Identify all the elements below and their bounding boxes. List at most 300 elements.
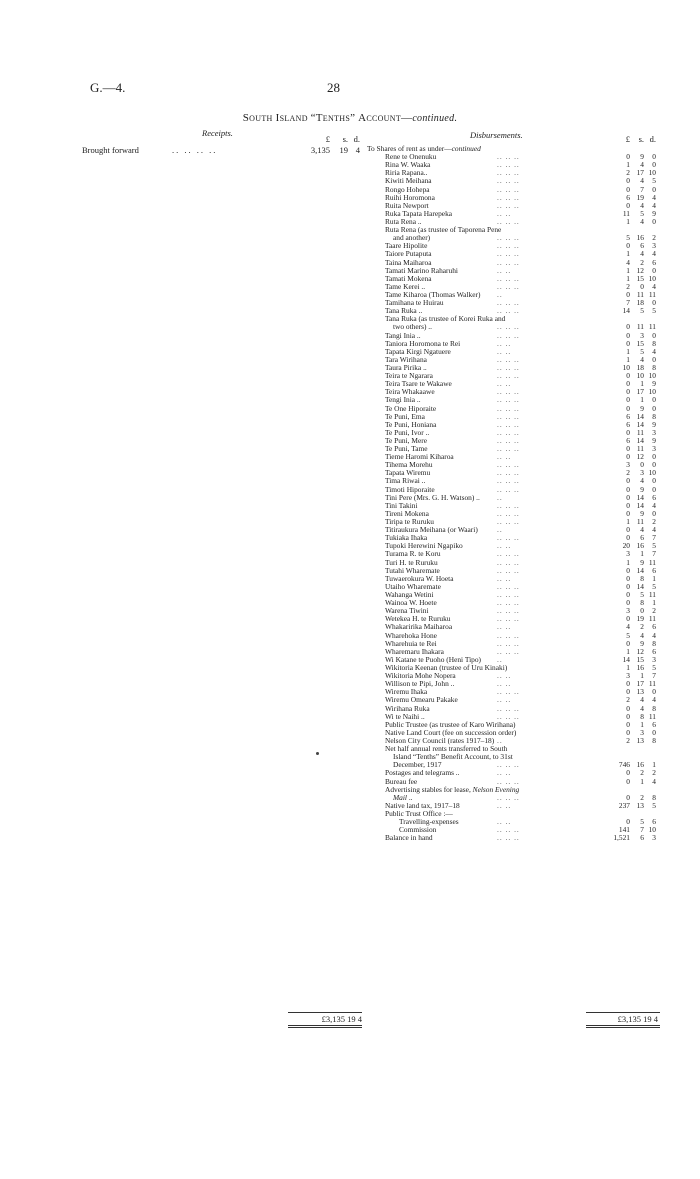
leader-dots: .. [497, 492, 503, 502]
row-amount [610, 469, 656, 477]
amount-pence: 11 [648, 557, 656, 567]
amount-pounds: 0 [626, 687, 630, 697]
amount-pence: 5 [652, 800, 656, 810]
row-label: Turi H. te Ruruku [385, 557, 438, 567]
amount-pounds: 0 [626, 614, 630, 624]
amount-pounds: 0 [626, 427, 630, 437]
row-amount [610, 640, 656, 648]
amount-pounds: 2 [626, 695, 630, 705]
row-amount [610, 648, 656, 656]
row-label: Tapata Wiremu [385, 468, 431, 478]
amount-shillings: 19 [636, 614, 644, 624]
amount-pounds: 5 [626, 233, 630, 243]
amount-pounds: 0 [626, 444, 630, 454]
amount-shillings: 9 [640, 638, 644, 648]
leader-dots: .. .. .. [497, 792, 520, 802]
row-label: Tukiaka Ihaka [385, 533, 428, 543]
row-label: Nelson City Council (rates 1917–18) [385, 735, 495, 745]
amount-pounds: 0 [626, 176, 630, 186]
row-amount [610, 567, 656, 575]
amount-shillings: 9 [640, 508, 644, 518]
row-amount [610, 153, 656, 161]
amount-pounds: 0 [626, 598, 630, 608]
row-label: Advertising stables for lease, Nelson Evening [385, 784, 520, 794]
amount-shillings: 1 [640, 719, 644, 729]
amount-shillings: 0 [640, 281, 644, 291]
row-label: Te Puni, Tame [385, 444, 428, 454]
amount-shillings: 14 [636, 435, 644, 445]
amount-shillings: 17 [636, 679, 644, 689]
first-line-text: To Shares of rent as under— [367, 144, 452, 153]
row-amount [610, 396, 656, 404]
leader-dots: .. .. .. [497, 233, 520, 243]
leader-dots: .. .. .. [497, 411, 520, 421]
row-label: Wikitoria Mohe Nopera [385, 671, 456, 681]
row-label: Tengi Inia .. [385, 395, 421, 405]
amount-pence: 0 [652, 484, 656, 494]
row-label: Riria Rapana.. [385, 168, 428, 178]
amount-pence: 10 [648, 273, 656, 283]
amount-pounds: 0 [626, 679, 630, 689]
row-amount [610, 388, 656, 396]
amount-pence: 3 [652, 654, 656, 664]
disbursements-list [367, 145, 657, 842]
amount-pounds: 0 [626, 484, 630, 494]
amount-pence: 8 [652, 703, 656, 713]
row-amount [610, 177, 656, 185]
row-amount [610, 769, 656, 777]
row-label: Taniora Horomona te Rei [385, 338, 461, 348]
amount-shillings: 12 [636, 646, 644, 656]
row-amount [610, 786, 656, 794]
amount-pounds: 0 [626, 371, 630, 381]
shillings-header: s. [342, 134, 348, 144]
row-amount [610, 275, 656, 283]
leader-dots: .. .. .. [497, 184, 520, 194]
row-amount [610, 421, 656, 429]
row-amount [610, 680, 656, 688]
row-label: Willison te Pipi, John .. [385, 679, 455, 689]
leader-dots: .. .. .. [497, 565, 520, 575]
amount-pounds: 0 [626, 452, 630, 462]
row-amount [610, 250, 656, 258]
amount-shillings: 5 [640, 590, 644, 600]
leader-dots: .. .. .. [497, 517, 520, 527]
amount-pounds: 0 [626, 776, 630, 786]
leader-dots: .. .. .. [497, 711, 520, 721]
row-amount [610, 429, 656, 437]
amount-shillings: 5 [640, 817, 644, 827]
amount-pounds: 0 [626, 330, 630, 340]
row-amount [610, 656, 656, 664]
amount-pounds: 6 [626, 435, 630, 445]
leader-dots: .. .. [497, 800, 512, 810]
row-label: Wharehoka Hone [385, 630, 437, 640]
amount-pence: 3 [652, 833, 656, 843]
page-number: 28 [327, 80, 340, 95]
row-label: Commission [399, 825, 437, 835]
amount-pence: 11 [648, 289, 656, 299]
row-amount [610, 810, 656, 818]
row-label: Ruita Newport [385, 200, 429, 210]
amount-pounds: 6 [626, 192, 630, 202]
first-line-continued: continued [451, 144, 481, 153]
amount-shillings: 5 [640, 306, 644, 316]
amount-pence: 10 [648, 371, 656, 381]
row-amount [610, 696, 656, 704]
leader-dots: .. .. .. [497, 200, 520, 210]
amount-pounds: 1 [626, 646, 630, 656]
disbursement-row [367, 834, 657, 842]
amount-pounds: 3 [626, 549, 630, 559]
row-label: Wi te Naihi .. [385, 711, 425, 721]
row-amount [610, 559, 656, 567]
amount-shillings: 13 [636, 735, 644, 745]
amount-shillings: 4 [640, 200, 644, 210]
amount-pence: 6 [652, 257, 656, 267]
amount-pence: 11 [648, 322, 656, 332]
amount-shillings: 2 [640, 768, 644, 778]
amount-pence: 9 [652, 208, 656, 218]
amount-pounds: 6 [626, 411, 630, 421]
row-label: Wi Katane te Puoho (Heni Tipo) [385, 654, 481, 664]
leader-dots: .. .. .. [497, 776, 520, 786]
amount-pounds: 0 [626, 395, 630, 405]
row-amount [610, 477, 656, 485]
row-amount [610, 194, 656, 202]
amount-pounds: 11 [622, 208, 630, 218]
row-label: Ruka Tapata Harepeka [385, 208, 453, 218]
amount-pence: 0 [652, 298, 656, 308]
amount-pounds: 4 [626, 622, 630, 632]
row-label: Teira Whakaawe [385, 387, 435, 397]
leader-dots: .. .. .. [497, 508, 520, 518]
leader-dots: .. .. .. [497, 468, 520, 478]
row-label: Tamati Marino Raharuhi [385, 265, 458, 275]
row-amount [610, 242, 656, 250]
leader-dots: .. .. .. [497, 484, 520, 494]
newspaper-name: Mail [393, 792, 407, 802]
row-label: Wirihana Ruka [385, 703, 430, 713]
amount-pounds: 0 [626, 184, 630, 194]
leader-dots: .. .. [497, 679, 512, 689]
amount-pence: 9 [652, 379, 656, 389]
leader-dots: .. .. .. [497, 598, 520, 608]
row-label: Tiripa te Ruruku [385, 517, 434, 527]
row-amount [610, 307, 656, 315]
leader-dots: .. .. .. [497, 168, 520, 178]
leader-dots: .. .. [497, 768, 512, 778]
amount-pounds: 0 [626, 338, 630, 348]
leader-dots: .. .. [497, 208, 512, 218]
amount-pence: 0 [652, 330, 656, 340]
total-rule [288, 1012, 362, 1013]
amount-pounds: 0 [626, 152, 630, 162]
amount-pounds: 0 [626, 711, 630, 721]
row-label: Tupoki Herewini Ngapiko [385, 541, 463, 551]
amount-pounds: 0 [626, 768, 630, 778]
amount-shillings: 8 [640, 598, 644, 608]
title-part-2: “Tenths” [310, 112, 356, 124]
row-amount [610, 348, 656, 356]
amount-pence: 0 [652, 395, 656, 405]
amount-pence: 0 [652, 403, 656, 413]
amount-shillings: 4 [640, 703, 644, 713]
total-double-rule [288, 1027, 362, 1028]
amount-shillings: 15 [636, 273, 644, 283]
leader-dots: .. .. .. [497, 687, 520, 697]
leader-dots: .. .. .. [497, 403, 520, 413]
row-label: Balance in hand [385, 833, 433, 843]
amount-pence: 4 [652, 695, 656, 705]
amount-pounds: 7 [626, 298, 630, 308]
amount-pounds: 2 [626, 468, 630, 478]
row-label: Postages and telegrams .. [385, 768, 460, 778]
amount-shillings: 1 [640, 671, 644, 681]
leader-dots: .. .. .. [497, 152, 520, 162]
amount-pence: 5 [652, 306, 656, 316]
leader-dots: .. .. .. [497, 395, 520, 405]
shillings-header: s. [638, 134, 644, 144]
amount-shillings: 2 [640, 257, 644, 267]
leader-dots: .. .. .. [497, 216, 520, 226]
leader-dots: .. [497, 654, 503, 664]
amount-pounds: 746 [618, 760, 630, 770]
pence-header: d. [353, 134, 360, 144]
leader-dots: .. [497, 735, 503, 745]
row-label: Tireni Mokena [385, 508, 429, 518]
row-label: Tana Ruka (as trustee of Korei Ruka and [385, 314, 506, 324]
receipts-heading: Receipts. [202, 128, 233, 138]
row-label: Travelling-expenses [399, 817, 459, 827]
leader-dots: .. .. [497, 695, 512, 705]
row-amount [610, 526, 656, 534]
row-label: Kiwiti Meihana [385, 176, 432, 186]
amount-pounds: 1 [626, 265, 630, 275]
row-label: Whakaririka Maiharoa [385, 622, 453, 632]
amount-shillings: 2 [640, 622, 644, 632]
row-label: Wiremu Ihaka [385, 687, 428, 697]
amount-pence: 1 [652, 573, 656, 583]
amount-pounds: 14 [622, 654, 630, 664]
row-amount [610, 169, 656, 177]
row-label: Wharemaru Ihakara [385, 646, 444, 656]
amount-shillings: 14 [636, 500, 644, 510]
row-label: Rongo Hohepa [385, 184, 430, 194]
row-label: Rene te Onenuku [385, 152, 437, 162]
leader-dots: .. .. .. [497, 638, 520, 648]
row-label: Ruihi Horomona [385, 192, 435, 202]
row-amount [610, 405, 656, 413]
leader-dots: .. .. .. [497, 557, 520, 567]
row-amount [610, 761, 656, 769]
row-amount [610, 623, 656, 631]
amount-pounds: 3 [626, 606, 630, 616]
row-amount [610, 437, 656, 445]
row-amount [610, 834, 656, 842]
row-amount [610, 745, 656, 753]
row-amount [610, 688, 656, 696]
amount-pounds: 0 [626, 476, 630, 486]
amount-pence: 4 [652, 346, 656, 356]
total-double-rule [586, 1027, 660, 1028]
total-double-rule [288, 1025, 362, 1026]
receipts-total: £3,135 19 4 [321, 1014, 362, 1024]
amount-shillings: 18 [636, 298, 644, 308]
leader-dots: .. .. .. [497, 533, 520, 543]
amount-shillings: 14 [636, 411, 644, 421]
amount-shillings: 7 [640, 184, 644, 194]
total-double-rule [586, 1025, 660, 1026]
amount-shillings: 4 [640, 695, 644, 705]
amount-pence: 5 [652, 663, 656, 672]
amount-shillings: 4 [640, 630, 644, 640]
amount-pence: 3 [652, 241, 656, 251]
amount-shillings: 11 [636, 427, 644, 437]
leader-dots: .. .. .. [497, 581, 520, 591]
amount-pence: 4 [652, 776, 656, 786]
leader-dots: .. .. .. [497, 419, 520, 429]
leader-dots: .. .. .. [497, 362, 520, 372]
leader-dots: .. .. .. .. [172, 145, 218, 155]
amount-pounds: 1 [626, 557, 630, 567]
row-label: Tieme Haromi Kiharoa [385, 452, 454, 462]
row-amount [610, 234, 656, 242]
row-label: Tame Kerei .. [385, 281, 426, 291]
row-label: Tihema Morehu [385, 460, 433, 470]
amount-shillings: 16 [636, 663, 644, 672]
amount-pence: 11 [648, 590, 656, 600]
row-label: Mail .. [393, 792, 413, 802]
amount-shillings: 9 [640, 484, 644, 494]
row-label: Wetekea H. te Ruruku [385, 614, 451, 624]
leader-dots: .. .. .. [497, 703, 520, 713]
amount-pounds: 0 [626, 492, 630, 502]
row-label: Island “Tenths” Benefit Account, to 31st [393, 752, 513, 762]
row-amount [610, 356, 656, 364]
amount-pence: 0 [652, 216, 656, 226]
row-amount [610, 729, 656, 737]
row-label: Tapata Kirgi Ngatuere [385, 346, 451, 356]
amount-pence: 4 [652, 192, 656, 202]
amount-pence: 10 [648, 825, 656, 835]
amount-pounds: 141 [618, 825, 630, 835]
amount-pence: 5 [652, 176, 656, 186]
leader-dots: .. .. [497, 346, 512, 356]
leader-dots: .. .. [497, 338, 512, 348]
amount-pence: 0 [652, 460, 656, 470]
amount-shillings: 19 [339, 145, 348, 155]
row-label: Taare Hipolite [385, 241, 428, 251]
row-amount [610, 259, 656, 267]
row-label: Te Puni, Honiana [385, 419, 437, 429]
leader-dots: .. .. [497, 265, 512, 275]
row-amount [610, 753, 656, 761]
amount-pence: 3 [652, 444, 656, 454]
amount-pounds: 0 [626, 525, 630, 535]
row-label: Te Puni, Ema [385, 411, 425, 421]
leader-dots: .. .. .. [497, 241, 520, 251]
row-amount [610, 599, 656, 607]
amount-pounds: 2 [626, 735, 630, 745]
row-label: Teira te Ngarara [385, 371, 433, 381]
row-amount [610, 534, 656, 542]
row-amount [610, 372, 656, 380]
leader-dots: .. .. .. [497, 825, 520, 835]
amount-shillings: 16 [636, 233, 644, 243]
amount-pence: 6 [652, 565, 656, 575]
amount-pence: 7 [652, 549, 656, 559]
leader-dots: .. .. .. [497, 160, 520, 170]
row-label: Native Land Court (fee on succession order) [385, 727, 517, 737]
row-label: Rina W. Waaka [385, 160, 431, 170]
amount-pence: 1 [652, 760, 656, 770]
row-label: Bureau fee [385, 776, 418, 786]
amount-pence: 6 [652, 492, 656, 502]
amount-pence: 0 [652, 452, 656, 462]
row-amount [610, 340, 656, 348]
amount-pence: 6 [652, 622, 656, 632]
row-label: Wharehuia te Rei [385, 638, 437, 648]
amount-shillings: 4 [640, 354, 644, 364]
leader-dots: .. .. .. [497, 614, 520, 624]
row-amount [610, 713, 656, 721]
amount-pounds: 0 [626, 533, 630, 543]
amount-pounds: 1 [626, 273, 630, 283]
row-amount [610, 632, 656, 640]
amount-shillings: 7 [640, 825, 644, 835]
amount-pounds: 0 [626, 200, 630, 210]
pounds-header: £ [325, 134, 330, 144]
row-amount [610, 518, 656, 526]
amount-shillings: 4 [640, 216, 644, 226]
leader-dots: .. .. .. [497, 630, 520, 640]
amount-shillings: 15 [636, 338, 644, 348]
amount-pence: 0 [652, 152, 656, 162]
row-label: Taura Pirika .. [385, 362, 427, 372]
amount-pounds: 0 [626, 322, 630, 332]
amount-pence: 0 [652, 354, 656, 364]
amount-pounds: 0 [626, 719, 630, 729]
amount-pounds: 1 [626, 354, 630, 364]
amount-shillings: 14 [636, 581, 644, 591]
brought-forward-label: Brought forward [82, 145, 139, 155]
amount-shillings: 3 [640, 727, 644, 737]
row-label: Tame Kiharoa (Thomas Walker) [385, 289, 481, 299]
amount-pounds: 0 [626, 817, 630, 827]
row-label: two others) .. [393, 322, 432, 332]
amount-shillings: 14 [636, 565, 644, 575]
amount-shillings: 2 [640, 792, 644, 802]
amount-shillings: 11 [636, 322, 644, 332]
leader-dots: .. .. .. [497, 273, 520, 283]
title-part-1: South Island [242, 112, 308, 124]
amount-shillings: 19 [636, 192, 644, 202]
amount-shillings: 1 [640, 379, 644, 389]
page-title [0, 112, 700, 124]
title-part-3: Account— [358, 112, 413, 124]
row-amount [610, 202, 656, 210]
amount-pounds: 0 [626, 590, 630, 600]
amount-pounds: 0 [626, 508, 630, 518]
amount-pence: 0 [652, 265, 656, 275]
amount-shillings: 3 [640, 468, 644, 478]
row-amount [610, 218, 656, 226]
leader-dots: .. .. .. [497, 646, 520, 656]
leader-dots: .. .. .. [497, 476, 520, 486]
amount-pounds: 6 [626, 419, 630, 429]
amount-pounds: 1 [626, 216, 630, 226]
